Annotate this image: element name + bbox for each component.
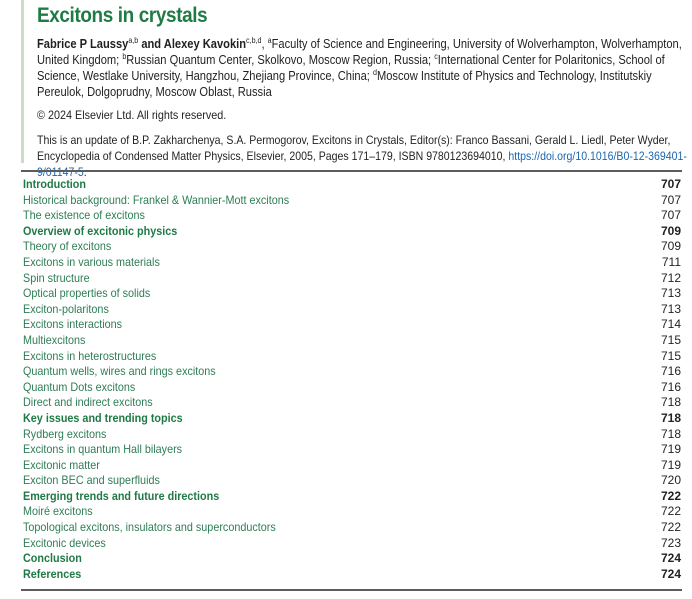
toc-subsection[interactable] [23, 193, 681, 209]
toc-page-number: 722 [660, 488, 681, 503]
toc-subsection[interactable] [23, 333, 681, 349]
toc-subsection[interactable] [23, 504, 681, 520]
toc-entry-label: Multiexcitons [23, 332, 86, 347]
toc-bottom-rule [21, 589, 682, 591]
update-note-text: This is an update of B.P. Zakharchenya, S.A. Permogorov, Excitons in Crystals, Editor(s): Franco Bassani, Gerald L. Liedl, Peter Wyder, Encyclopedia of Condensed Matter Physics, Elsevier, 2005, Pages 171–179, ISBN 9780123694010, [37, 133, 671, 163]
toc-page-number: 707 [660, 192, 681, 207]
toc-page-number: 713 [660, 286, 681, 301]
toc-page-number: 709 [660, 223, 681, 238]
toc-subsection[interactable] [23, 520, 681, 536]
article-header [21, 0, 687, 179]
toc-page-number: 722 [660, 520, 681, 535]
author-affiliations: Fabrice P Laussy$^{a,b}$ and Alexey Kavokin$^{c,b,d}$, $^a$Faculty of Science and Engineering, University of Wolverhampton, Wolverhampton, United Kingdom; $^b$Russian Quantum Center, Skolkovo, Moscow Region, Russia; $^c$International Center for Polaritonics, School of Science, Westlake University, Hangzhou, Zhejiang Province, China; $^d$Moscow Institute of Physics and Technology, Institutskiy Pereulok, Dolgoprudny, Moscow Oblast, Russia [37, 36, 682, 99]
update-note-end: . [83, 165, 87, 179]
toc-page-number: 719 [660, 442, 681, 457]
toc-entry-label: Excitons in heterostructures [23, 348, 157, 363]
toc-subsection[interactable] [23, 286, 681, 302]
toc-subsection[interactable] [23, 208, 681, 224]
affiliation-mark: d [372, 68, 377, 77]
toc-entry-label: Rydberg excitons [23, 426, 107, 441]
affiliation-mark: b [122, 52, 127, 61]
toc-subsection[interactable] [23, 442, 681, 458]
toc-entry-label: Overview of excitonic physics [23, 223, 178, 238]
toc-page-number: 715 [660, 332, 681, 347]
toc-entry-label: Excitons in various materials [23, 254, 160, 269]
toc-page-number: 707 [660, 177, 681, 191]
doi-link[interactable]: https://doi.org/10.1016/B0-12-369401-9/01147-5 [37, 149, 687, 179]
toc-entry-label: Theory of excitons [23, 239, 112, 254]
toc-subsection[interactable] [23, 427, 681, 443]
author-conjunction: and [138, 37, 164, 51]
toc-subsection[interactable] [23, 380, 681, 396]
toc-subsection[interactable] [23, 395, 681, 411]
author-superscript: c,b,d [246, 36, 262, 45]
toc-section[interactable] [23, 224, 681, 240]
toc-page-number: 718 [660, 410, 681, 425]
toc-entry-label: Excitonic devices [23, 535, 106, 550]
toc-section[interactable] [23, 489, 681, 505]
toc-page-number: 719 [660, 457, 681, 472]
toc-entry-label: References [23, 566, 82, 581]
toc-entry-label: Spin structure [23, 270, 90, 285]
toc-page-number: 712 [660, 270, 681, 285]
author-name: Fabrice P Laussy [37, 37, 129, 51]
toc-subsection[interactable] [23, 302, 681, 318]
toc-entry-label: Excitonic matter [23, 457, 100, 472]
toc-section[interactable] [23, 411, 681, 427]
toc-page-number: 720 [660, 473, 681, 488]
toc-page-number: 716 [660, 364, 681, 379]
affiliation: International Center for Polaritonics, School of Science, Westlake University, Hangzhou, Zhejiang Province, China; [37, 53, 665, 83]
toc-entry-label: Introduction [23, 177, 86, 191]
table-of-contents [23, 177, 681, 582]
toc-entry-label: Optical properties of solids [23, 286, 151, 301]
update-note [37, 132, 692, 180]
toc-page-number: 723 [660, 535, 681, 550]
toc-entry-label: Conclusion [23, 551, 82, 566]
toc-subsection[interactable] [23, 239, 681, 255]
author-superscript: a,b [128, 36, 139, 45]
toc-entry-label: Key issues and trending topics [23, 410, 183, 425]
toc-subsection[interactable] [23, 364, 681, 380]
affiliation-mark: c [434, 52, 438, 61]
affiliation: Russian Quantum Center, Skolkovo, Moscow Region, Russia; [126, 53, 435, 67]
toc-entry-label: Excitons in quantum Hall bilayers [23, 442, 183, 457]
toc-page-number: 724 [660, 551, 681, 566]
toc-top-rule [21, 170, 682, 172]
toc-entry-label: Moiré excitons [23, 504, 93, 519]
toc-page-number: 714 [660, 317, 681, 332]
toc-entry-label: The existence of excitons [23, 208, 145, 223]
toc-section[interactable] [23, 177, 681, 193]
toc-subsection[interactable] [23, 255, 681, 271]
toc-page-number: 722 [660, 504, 681, 519]
author-name: Alexey Kavokin [163, 37, 247, 51]
toc-subsection[interactable] [23, 317, 681, 333]
toc-page-number: 709 [660, 239, 681, 254]
toc-entry-label: Exciton BEC and superfluids [23, 473, 160, 488]
toc-subsection[interactable] [23, 536, 681, 552]
toc-subsection[interactable] [23, 473, 681, 489]
toc-subsection[interactable] [23, 271, 681, 287]
toc-page-number: 711 [661, 254, 681, 269]
toc-page-number: 707 [660, 208, 681, 223]
toc-entry-label: Direct and indirect excitons [23, 395, 153, 410]
affiliation: Faculty of Science and Engineering, University of Wolverhampton, Wolverhampton, United Kingdom; [37, 37, 682, 67]
toc-page-number: 715 [660, 348, 681, 363]
toc-page-number: 718 [660, 395, 681, 410]
toc-page-number: 724 [660, 566, 681, 581]
toc-subsection[interactable] [23, 349, 681, 365]
toc-page-number: 718 [660, 426, 681, 441]
copyright-notice: © 2024 Elsevier Ltd. All rights reserved. [37, 108, 227, 122]
affiliation-mark: a [267, 36, 272, 45]
toc-entry-label: Excitons interactions [23, 317, 123, 332]
toc-entry-label: Topological excitons, insulators and superconductors [23, 520, 276, 535]
affiliation: Moscow Institute of Physics and Technology, Institutskiy Pereulok, Dolgoprudny, Moscow Oblast, Russia [37, 69, 652, 99]
toc-page-number: 716 [660, 379, 681, 394]
toc-section[interactable] [23, 551, 681, 567]
toc-entry-label: Quantum Dots excitons [23, 379, 136, 394]
toc-entry-label: Exciton-polaritons [23, 301, 109, 316]
toc-section[interactable] [23, 567, 681, 583]
article-title: Excitons in crystals [37, 4, 208, 27]
toc-entry-label: Historical background: Frankel & Wannier-Mott excitons [23, 192, 290, 207]
toc-subsection[interactable] [23, 458, 681, 474]
toc-page-number: 713 [660, 301, 681, 316]
toc-entry-label: Quantum wells, wires and rings excitons [23, 364, 216, 379]
toc-entry-label: Emerging trends and future directions [23, 488, 220, 503]
